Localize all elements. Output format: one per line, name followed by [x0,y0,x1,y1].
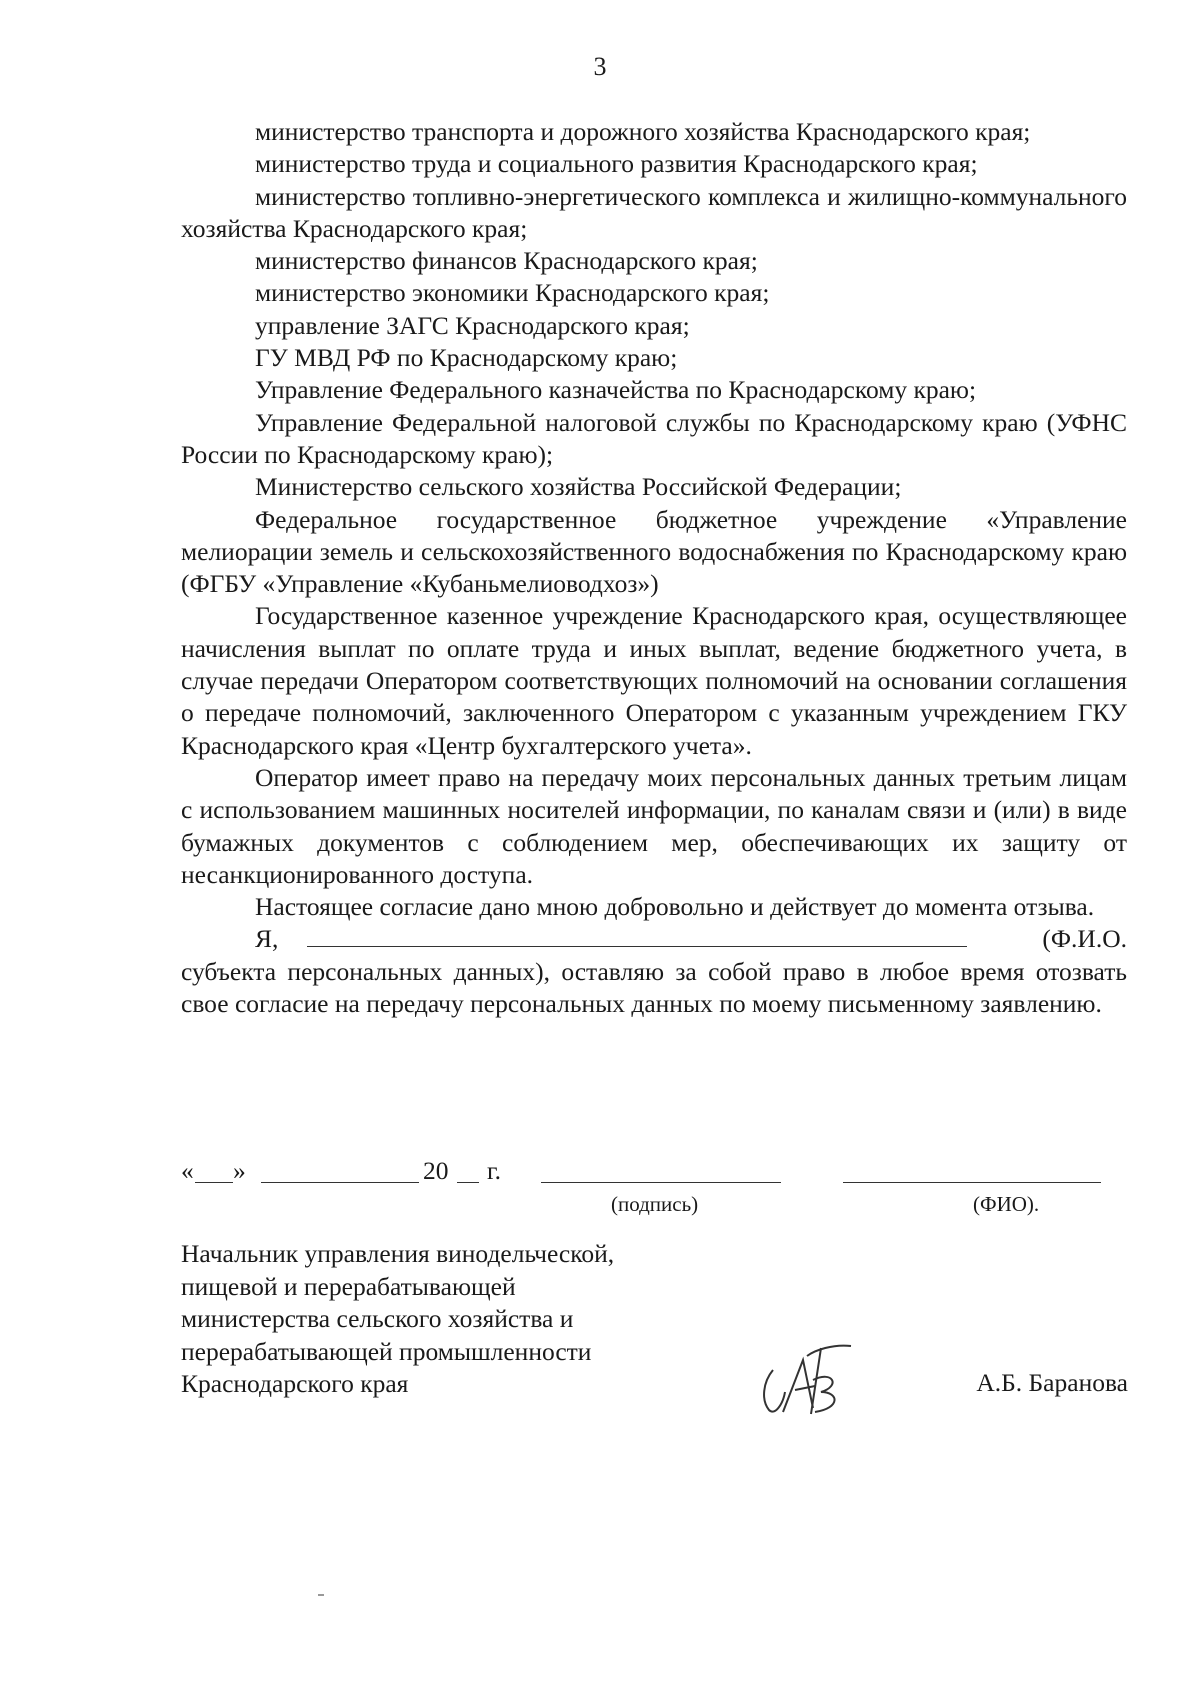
scan-speck [318,1594,324,1596]
paragraph: Федеральное государственное бюджетное учреждение «Управление мелиорации земель и сельскохозяйственного водоснабжения по Краснодарскому краю (ФГБУ «Управление «Кубаньмелиоводхоз») [181,504,1127,599]
paragraph: министерство транспорта и дорожного хозяйства Краснодарского края; [255,117,1031,146]
signature-caption: (подпись) [611,1192,699,1216]
handwritten-signature [755,1330,865,1422]
fio-caption: (ФИО). [973,1192,1040,1216]
fio-name-fill-line[interactable] [843,1182,1101,1183]
paragraph: Управление Федерального казначейства по Краснодарскому краю; [255,375,977,405]
fio-fill-line[interactable] [307,924,967,947]
paragraph: Государственное казенное учреждение Краснодарского края, осуществляющее начисления выплат по оплате труда и иных выплат, ведение бюджетного учета, в случае передачи Оператором соответствующих полномочий на основании соглашения о передаче полномочий, заключенного Оператором с указанным учреждением ГКУ Краснодарского края «Центр бухгалтерского учета». [181,601,1127,760]
signatory-title-line: пищевой и перерабатывающей [181,1271,516,1301]
date-signature-row [181,1156,1127,1220]
signatory-title-line: Краснодарского края [181,1369,409,1398]
year-suffix: г. [487,1156,501,1185]
signatory-title-line: перерабатывающей промышленности [181,1336,592,1366]
signature-fill-line[interactable] [541,1182,781,1183]
signatory-title-line: министерства сельского хозяйства и [181,1304,574,1333]
paragraph: министерство труда и социального развития Краснодарского края; [255,149,978,179]
paragraph: управление ЗАГС Краснодарского края; [255,310,690,340]
signatory-title [181,1238,641,1401]
year-fill-line[interactable] [457,1182,479,1183]
paragraph: министерство экономики Краснодарского края; [255,278,770,308]
quote-open: « [181,1156,194,1185]
paragraph: Управление Федеральной налоговой службы по Краснодарскому краю (УФНС России по Краснодарскому краю); [181,407,1127,469]
signatory-name: А.Б. Баранова [976,1368,1128,1397]
year-prefix: 20 [423,1156,449,1185]
consent-continuation: субъекта персональных данных), оставляю за собой право в любое время отозвать свое согласие на передачу персональных данных по моему письменному заявлению. [181,956,1127,1019]
month-fill-line[interactable] [261,1182,419,1183]
consent-name-line [255,923,1127,955]
day-fill-line[interactable] [195,1182,233,1183]
quote-close: » [233,1156,246,1185]
paragraph: Настоящее согласие дано мною добровольно и действует до момента отзыва. [255,892,1095,922]
signatory-title-line: Начальник управления винодельческой, [181,1239,615,1268]
paragraph: министерство финансов Краснодарского края; [255,246,758,276]
paragraph: министерство топливно-энергетического комплекса и жилищно-коммунального хозяйства Краснодарского края; [181,181,1127,243]
paragraph: Министерство сельского хозяйства Российской Федерации; [255,472,902,502]
page-number: 3 [593,52,607,81]
fio-hint: (Ф.И.О. [1042,924,1127,954]
paragraph: Оператор имеет право на передачу моих персональных данных третьим лицам с использованием машинных носителей информации, по каналам связи и (или) в виде бумажных документов с соблюдением мер, обеспечивающих их защиту от несанкционированного доступа. [181,762,1127,889]
paragraph: ГУ МВД РФ по Краснодарскому краю; [255,343,678,373]
ya-label: Я, [255,924,279,954]
document-body [181,116,1127,1020]
